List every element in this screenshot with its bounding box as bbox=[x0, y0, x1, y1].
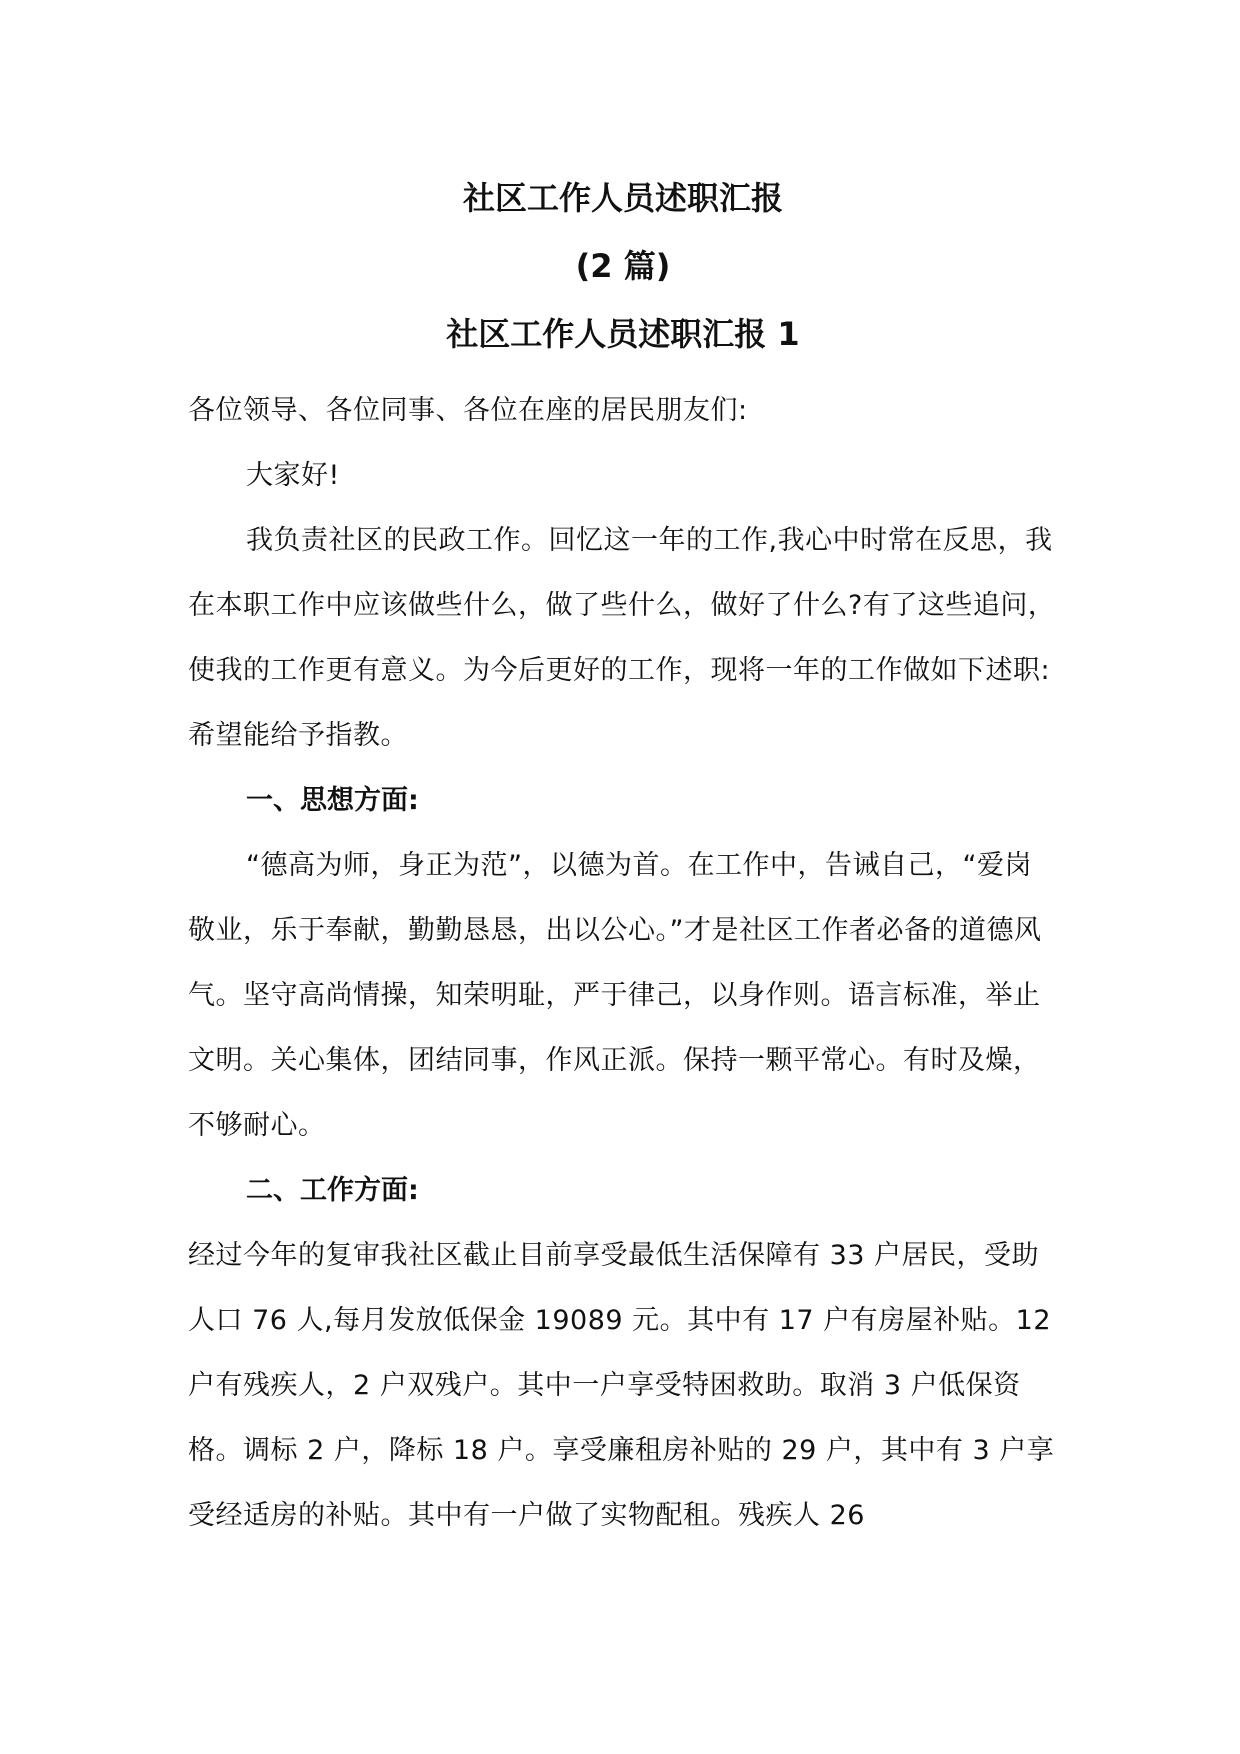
salutation: 各位领导、各位同事、各位在座的居民朋友们: bbox=[188, 395, 748, 426]
section-body-thought: “德高为师，身正为范”，以德为首。在工作中，告诫自己，“爱岗敬业，乐于奉献，勤勤恳恳，出以公心。”才是社区工作者必备的道德风气。坚守高尚情操，知荣明耻，严于律己，以身作则。语言标准，举止文明。关心集体，团结同事，作风正派。保持一颗平常心。有时及燥，不够耐心。 bbox=[188, 850, 1042, 1141]
section-heading-thought: 一、思想方面: bbox=[246, 785, 419, 816]
document-subtitle: 社区工作人员述职汇报 1 bbox=[446, 315, 800, 353]
document-count: (2 篇) bbox=[575, 247, 671, 285]
intro-paragraph: 我负责社区的民政工作。回忆这一年的工作,我心中时常在反思，我在本职工作中应该做些什么，做了些什么，做好了什么?有了这些追问，使我的工作更有意义。为今后更好的工作，现将一年的工作做如下述职:希望能给予指教。 bbox=[188, 525, 1056, 751]
document-title: 社区工作人员述职汇报 bbox=[462, 179, 783, 217]
section-body-work: 经过今年的复审我社区截止目前享受最低生活保障有 33 户居民，受助人口 76 人,每月发放低保金 19089 元。其中有 17 户有房屋补贴。12 户有残疾人，2 户双残户。其中一户享受特困救助。取消 3 户低保资格。调标 2 户，降标 18 户。享受廉租房补贴的 29 户，其中有 3 户享受经适房的补贴。其中有一户做了实物配租。残疾人 26 bbox=[188, 1240, 1055, 1531]
document-body bbox=[188, 178, 1058, 1548]
section-heading-work: 二、工作方面: bbox=[246, 1175, 419, 1206]
greeting: 大家好! bbox=[246, 460, 340, 491]
